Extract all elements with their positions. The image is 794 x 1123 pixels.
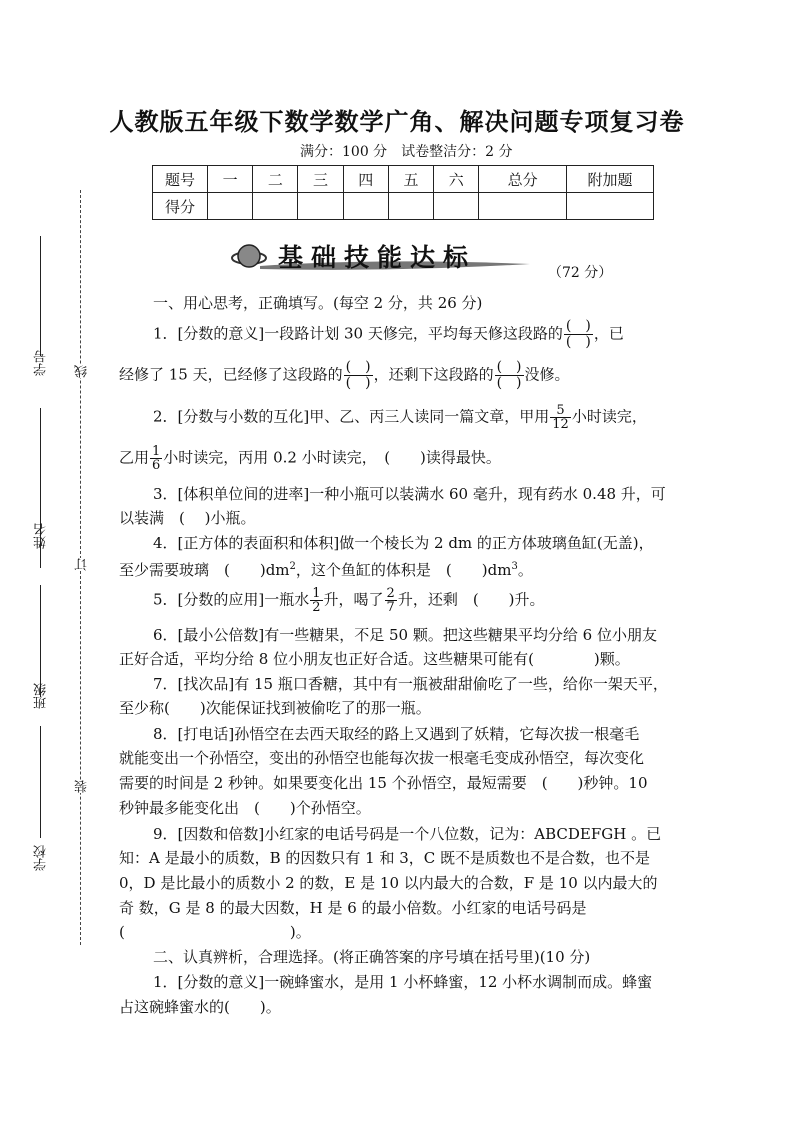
score-table bbox=[152, 165, 654, 220]
score-cell[interactable] bbox=[253, 193, 298, 220]
label-ding: 订 bbox=[75, 558, 90, 571]
question-9-line-3: 0，D 是比最小的质数小 2 的数，E 是 10 以内最大的合数，F 是 10 以内最大的 bbox=[119, 874, 658, 892]
score-table-score-row bbox=[153, 193, 654, 220]
field-line-xuexiao bbox=[40, 726, 41, 838]
label-xian: 线 bbox=[75, 365, 90, 378]
question-1-line-1: 1．[分数的意义]一段路计划 30 天修完，平均每天修这段路的 $\frac{( )}{( )}$ ，已 bbox=[153, 318, 624, 350]
score-table-header: 题号 bbox=[153, 166, 208, 193]
question-8-line-4: 秒钟最多能变化出 ( )个孙悟空。 bbox=[119, 799, 371, 817]
score-cell[interactable] bbox=[343, 193, 388, 220]
part2-question-1-line-1: 1．[分数的意义]一碗蜂蜜水，是用 1 小杯蜂蜜，12 小杯水调制而成。蜂蜜 bbox=[153, 973, 653, 991]
score-info: 满分：100 分 试卷整洁分：2 分 bbox=[300, 144, 513, 160]
question-3-line-1: 3．[体积单位间的进率]一种小瓶可以装满水 60 毫升，现有药水 0.48 升，可 bbox=[153, 485, 666, 503]
question-9-line-4: 奇 数，G 是 8 的最大因数，H 是 6 的最小倍数。小红家的电话号码是 bbox=[119, 899, 587, 917]
field-line-xuehao bbox=[40, 236, 41, 356]
label-banji: 班级 bbox=[34, 683, 49, 709]
section-banner-points: （72 分） bbox=[548, 265, 613, 281]
question-2-line-2: 乙用 $\frac{1}{6}$ 小时读完，丙用 0.2 小时读完， ( )读得最快。 bbox=[119, 444, 501, 473]
question-9-line-2: 知：A 是最小的质数，B 的因数只有 1 和 3，C 既不是质数也不是合数，也不是 bbox=[119, 849, 651, 867]
question-4-line-2: 至少需要玻璃 ( )$dm^2$，这个鱼缸的体积是 ( )$dm^3$。 bbox=[119, 561, 533, 579]
question-7-line-2: 至少称( )次能保证找到被偷吃了的那一瓶。 bbox=[119, 699, 431, 717]
planet-icon bbox=[238, 245, 260, 267]
score-table-header-row bbox=[153, 166, 654, 193]
field-line-banji bbox=[40, 585, 41, 697]
question-1-line-2: 经修了 15 天，已经修了这段路的 $\frac{( )}{( )}$ ，还剩下这段路的 $\frac{( )}{( )}$ 没修。 bbox=[119, 359, 570, 391]
score-table-header: 附加题 bbox=[567, 166, 654, 193]
score-table-header: 四 bbox=[343, 166, 388, 193]
section-banner-title: 基础技能达标 bbox=[278, 243, 477, 272]
label-xingming: 姓名 bbox=[34, 523, 49, 549]
part2-heading: 二、认真辨析，合理选择。(将正确答案的序号填在括号里)(10 分) bbox=[153, 948, 591, 966]
question-3-line-2: 以装满 ( )小瓶。 bbox=[119, 509, 256, 527]
score-table-header: 二 bbox=[253, 166, 298, 193]
score-table-header: 六 bbox=[434, 166, 479, 193]
fraction: $\frac{5}{12}$ bbox=[552, 403, 569, 432]
fraction: $\frac{1}{6}$ bbox=[152, 444, 161, 473]
question-6-line-2: 正好合适，平均分给 8 位小朋友也正好合适。这些糖果可能有( )颗。 bbox=[119, 650, 630, 668]
fraction: $\frac{2}{7}$ bbox=[386, 586, 395, 615]
score-table-header: 五 bbox=[388, 166, 433, 193]
fraction-blank[interactable]: $\frac{( )}{( )}$ bbox=[496, 359, 522, 391]
part2-question-1-line-2: 占这碗蜂蜜水的( )。 bbox=[119, 998, 281, 1016]
question-8-line-2: 就能变出一个孙悟空，变出的孙悟空也能每次拔一根毫毛变成孙悟空，每次变化 bbox=[119, 749, 645, 767]
score-cell[interactable] bbox=[434, 193, 479, 220]
question-7-line-1: 7．[找次品]有 15 瓶口香糖，其中有一瓶被甜甜偷吃了一些，给你一架天平， bbox=[153, 675, 668, 693]
score-cell[interactable] bbox=[208, 193, 253, 220]
score-cell[interactable] bbox=[298, 193, 343, 220]
question-9-line-5: ( )。 bbox=[119, 923, 311, 941]
page-title: 人教版五年级下数学数学广角、解决问题专项复习卷 bbox=[109, 107, 685, 136]
fraction-blank[interactable]: $\frac{( )}{( )}$ bbox=[565, 318, 591, 350]
score-row-label: 得分 bbox=[153, 193, 208, 220]
question-4-line-1: 4．[正方体的表面积和体积]做一个棱长为 2 dm 的正方体玻璃鱼缸(无盖)， bbox=[153, 534, 654, 552]
label-xuexiao: 学校 bbox=[34, 845, 49, 871]
label-xuehao: 学号 bbox=[34, 350, 49, 376]
fraction: $\frac{1}{2}$ bbox=[312, 586, 321, 615]
score-table-header: 三 bbox=[298, 166, 343, 193]
fraction-blank[interactable]: $\frac{( )}{( )}$ bbox=[345, 359, 371, 391]
label-zhuang: 装 bbox=[75, 780, 90, 793]
question-6-line-1: 6．[最小公倍数]有一些糖果，不足 50 颗。把这些糖果平均分给 6 位小朋友 bbox=[153, 626, 657, 644]
question-8-line-3: 需要的时间是 2 秒钟。如果要变化出 15 个孙悟空，最短需要 ( )秒钟。10 bbox=[119, 774, 648, 792]
question-9-line-1: 9．[因数和倍数]小红家的电话号码是一个八位数，记为：ABCDEFGH 。已 bbox=[153, 825, 662, 843]
question-5: 5．[分数的应用]一瓶水 $\frac{1}{2}$ 升，喝了 $\frac{2}{7}$ 升，还剩 ( )升。 bbox=[153, 586, 545, 615]
score-table-header: 一 bbox=[208, 166, 253, 193]
part1-heading: 一、用心思考，正确填写。(每空 2 分，共 26 分) bbox=[153, 294, 483, 312]
score-table-header: 总分 bbox=[479, 166, 567, 193]
question-2-line-1: 2．[分数与小数的互化]甲、乙、丙三人读同一篇文章，甲用 $\frac{5}{12}$ 小时读完， bbox=[153, 403, 647, 432]
question-8-line-1: 8．[打电话]孙悟空在去西天取经的路上又遇到了妖精，它每次拔一根毫毛 bbox=[153, 725, 640, 743]
score-cell[interactable] bbox=[479, 193, 567, 220]
score-cell[interactable] bbox=[388, 193, 433, 220]
score-cell[interactable] bbox=[567, 193, 654, 220]
